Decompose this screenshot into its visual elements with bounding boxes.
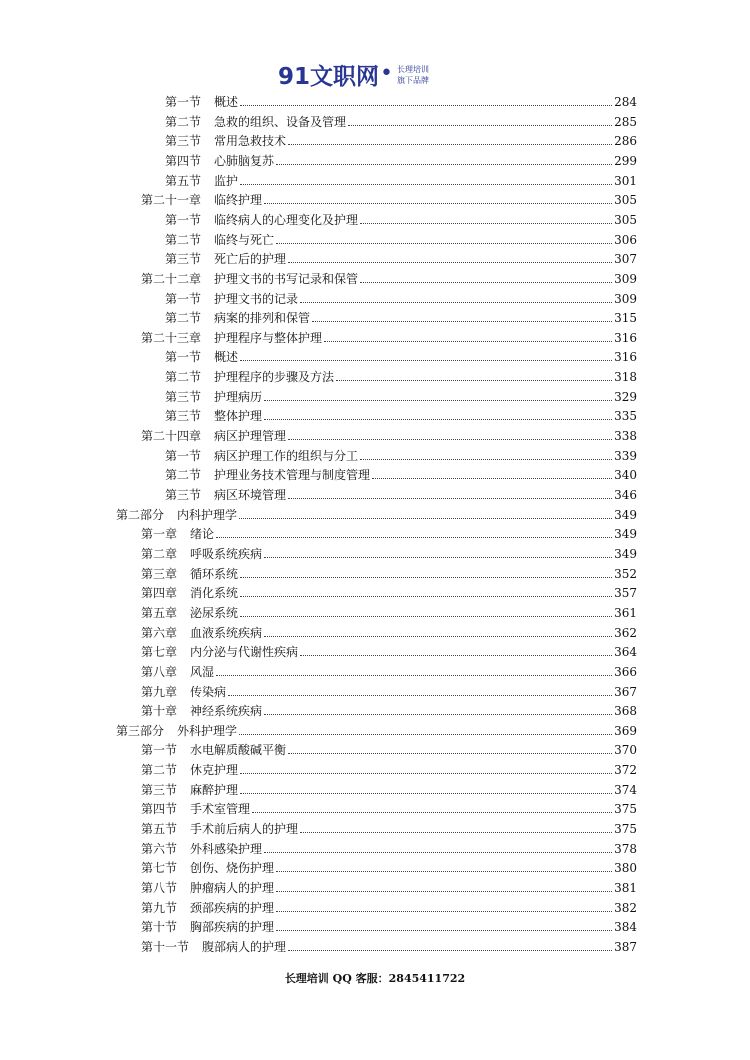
toc-entry-title: 麻醉护理: [190, 782, 239, 797]
toc-entry[interactable]: [141, 603, 637, 623]
toc-entry[interactable]: [165, 446, 637, 466]
toc-entry-number: 第一节: [165, 212, 202, 227]
toc-entry[interactable]: [141, 819, 637, 839]
toc-entry-number: 第六章: [141, 625, 178, 640]
toc-entry-title: 心肺脑复苏: [214, 153, 275, 168]
toc-entry[interactable]: [165, 387, 637, 407]
toc-entry-page: 352: [614, 566, 637, 581]
toc-entry-page: 349: [614, 546, 637, 561]
toc-entry-page: 380: [614, 861, 637, 876]
toc-entry-title: 内分泌与代谢性疾病: [190, 645, 299, 660]
toc-entry-title: 呼吸系统疾病: [190, 546, 263, 561]
toc-leader-dots: [228, 695, 612, 696]
toc-entry-title: 护理病历: [214, 389, 263, 404]
toc-leader-dots: [360, 282, 612, 283]
toc-entry-title: 外科护理学: [177, 723, 238, 738]
toc-entry[interactable]: [165, 112, 637, 132]
toc-entry[interactable]: [165, 249, 637, 269]
toc-entry-page: 285: [614, 114, 637, 129]
toc-entry-number: 第二章: [141, 546, 178, 561]
toc-entry-page: 357: [614, 586, 637, 601]
toc-entry[interactable]: [165, 367, 637, 387]
toc-entry-title: 死亡后的护理: [214, 252, 287, 267]
toc-leader-dots: [240, 577, 612, 578]
toc-entry[interactable]: [165, 230, 637, 250]
toc-leader-dots: [264, 636, 612, 637]
toc-entry-page: 309: [614, 271, 637, 286]
toc-entry-page: 374: [614, 782, 637, 797]
toc-entry-title: 概述: [214, 95, 239, 109]
toc-entry-number: 第二十一章: [141, 193, 202, 208]
toc-entry-page: 370: [614, 743, 637, 758]
toc-entry-title: 护理业务技术管理与制度管理: [214, 468, 371, 483]
toc-entry[interactable]: [165, 465, 637, 485]
toc-entry[interactable]: [141, 898, 637, 918]
toc-entry-number: 第八章: [141, 664, 178, 679]
toc-leader-dots: [372, 478, 612, 479]
toc-entry-title: 胸部疾病的护理: [190, 920, 275, 935]
toc-entry-number: 第三章: [141, 566, 178, 581]
toc-leader-dots: [239, 734, 612, 735]
toc-entry[interactable]: [165, 485, 637, 505]
toc-leader-dots: [276, 911, 612, 912]
toc-entry-title: 护理文书的书写记录和保管: [214, 271, 359, 286]
toc-entry-number: 第二十二章: [141, 271, 202, 286]
toc-entry[interactable]: [141, 564, 637, 584]
toc-entry-title: 风湿: [190, 664, 215, 679]
toc-entry-number: 第十节: [141, 920, 178, 935]
toc-entry-number: 第三节: [165, 409, 202, 424]
toc-entry-number: 第七节: [141, 861, 178, 876]
toc-entry[interactable]: [141, 760, 637, 780]
toc-entry[interactable]: [116, 505, 637, 525]
toc-leader-dots: [240, 793, 612, 794]
toc-entry-number: 第二节: [165, 232, 202, 247]
toc-leader-dots: [216, 537, 612, 538]
toc-entry-number: 第四节: [165, 153, 202, 168]
toc-entry[interactable]: [141, 937, 637, 957]
logo-text: 91文职网: [278, 64, 380, 90]
toc-entry-page: 318: [614, 370, 637, 385]
toc-entry[interactable]: [141, 269, 637, 289]
toc-entry-title: 手术室管理: [190, 802, 251, 817]
toc-leader-dots: [288, 439, 612, 440]
toc-entry[interactable]: [141, 426, 637, 446]
toc-entry-number: 第五节: [165, 173, 202, 188]
toc-entry-page: 335: [614, 409, 637, 424]
toc-entry-page: 366: [614, 664, 637, 679]
toc-entry-page: 309: [614, 291, 637, 306]
logo-tagline-line2: 旗下品牌: [397, 75, 429, 85]
toc-entry-title: 急救的组织、设备及管理: [214, 114, 347, 129]
toc-entry[interactable]: [141, 328, 637, 348]
toc-entry[interactable]: [165, 289, 637, 309]
toc-leader-dots: [264, 400, 612, 401]
toc-leader-dots: [324, 341, 612, 342]
toc-entry-page: 381: [614, 881, 637, 895]
toc-entry-number: 第二部分: [116, 507, 165, 522]
toc-entry-number: 第一节: [165, 291, 202, 306]
toc-leader-dots: [264, 557, 612, 558]
toc-entry-number: 第三节: [165, 252, 202, 267]
toc-entry-page: 316: [614, 330, 637, 345]
toc-entry[interactable]: [141, 544, 637, 564]
toc-entry-title: 泌尿系统: [190, 605, 239, 620]
toc-leader-dots: [276, 243, 612, 244]
toc-entry[interactable]: [165, 308, 637, 328]
site-logo: [278, 58, 429, 91]
toc-entry-page: 375: [614, 802, 637, 817]
toc-entry[interactable]: [141, 917, 637, 937]
toc-leader-dots: [276, 871, 612, 872]
toc-entry-number: 第五节: [141, 822, 178, 837]
toc-leader-dots: [360, 223, 612, 224]
toc-entry-page: 284: [614, 95, 637, 109]
toc-entry-number: 第六节: [141, 841, 178, 856]
toc-leader-dots: [240, 616, 612, 617]
toc-entry-title: 外科感染护理: [190, 841, 263, 856]
toc-leader-dots: [288, 950, 612, 951]
toc-leader-dots: [288, 498, 612, 499]
toc-entry-title: 创伤、烧伤护理: [190, 861, 275, 876]
toc-entry-number: 第三部分: [116, 723, 165, 738]
toc-entry-number: 第二节: [165, 114, 202, 129]
toc-entry-title: 神经系统疾病: [190, 704, 263, 719]
toc-leader-dots: [300, 302, 612, 303]
toc-entry[interactable]: [141, 642, 637, 662]
toc-leader-dots: [216, 675, 612, 676]
toc-entry[interactable]: [141, 583, 637, 603]
toc-entry[interactable]: [165, 406, 637, 426]
toc-entry-title: 监护: [214, 173, 239, 188]
toc-entry[interactable]: [141, 839, 637, 859]
toc-entry-page: 378: [614, 841, 637, 856]
toc-leader-dots: [264, 714, 612, 715]
toc-leader-dots: [288, 144, 612, 145]
toc-entry-page: 372: [614, 763, 637, 778]
toc-entry-page: 301: [614, 173, 637, 188]
logo-tagline: [397, 64, 429, 86]
toc-leader-dots: [300, 832, 612, 833]
toc-entry-number: 第九节: [141, 900, 178, 915]
logo-tagline-line1: 长理培训: [397, 64, 429, 74]
toc-entry-title: 休克护理: [190, 763, 239, 778]
toc-entry-number: 第三节: [165, 488, 202, 502]
toc-entry-page: 367: [614, 684, 637, 699]
toc-entry-number: 第三节: [141, 782, 178, 797]
toc-entry-page: 329: [614, 389, 637, 404]
toc-entry-page: 338: [614, 429, 637, 444]
toc-entry-number: 第十章: [141, 704, 178, 719]
toc-entry[interactable]: [141, 623, 637, 643]
toc-entry-page: 368: [614, 704, 637, 719]
toc-entry-page: 315: [614, 311, 637, 326]
toc-entry[interactable]: [141, 799, 637, 819]
toc-leader-dots: [240, 105, 612, 106]
toc-entry-page: 387: [614, 939, 637, 954]
toc-entry-title: 腹部病人的护理: [202, 939, 287, 954]
toc-entry[interactable]: [141, 780, 637, 800]
toc-entry-page: 340: [614, 468, 637, 483]
toc-leader-dots: [276, 930, 612, 931]
toc-leader-dots: [240, 596, 612, 597]
toc-entry-page: 362: [614, 625, 637, 640]
toc-entry[interactable]: [165, 131, 637, 151]
toc-leader-dots: [240, 184, 612, 185]
toc-entry-number: 第二节: [165, 311, 202, 326]
toc-entry-page: 305: [614, 212, 637, 227]
toc-entry-title: 颈部疾病的护理: [190, 900, 275, 915]
toc-entry[interactable]: [165, 347, 637, 367]
toc-leader-dots: [264, 203, 612, 204]
toc-entry-page: 349: [614, 507, 637, 522]
toc-entry-page: 375: [614, 822, 637, 837]
toc-entry[interactable]: [165, 210, 637, 230]
toc-entry[interactable]: [165, 151, 637, 171]
toc-entry-number: 第一节: [165, 95, 202, 109]
toc-leader-dots: [240, 773, 612, 774]
toc-entry-number: 第三节: [165, 134, 202, 149]
toc-entry-number: 第五章: [141, 605, 178, 620]
toc-entry-number: 第二十四章: [141, 429, 202, 444]
toc-entry-page: 339: [614, 448, 637, 463]
logo-dot-icon: •: [380, 61, 393, 86]
toc-entry-number: 第八节: [141, 881, 178, 895]
toc-entry-number: 第二十三章: [141, 330, 202, 345]
toc-entry-title: 血液系统疾病: [190, 625, 263, 640]
toc-entry-title: 病区护理工作的组织与分工: [214, 448, 359, 463]
toc-entry[interactable]: [141, 682, 637, 702]
toc-entry-number: 第一章: [141, 527, 178, 542]
toc-entry-title: 病案的排列和保管: [214, 311, 311, 326]
toc-entry[interactable]: [141, 190, 637, 210]
toc-entry-title: 护理文书的记录: [214, 291, 299, 306]
toc-entry-page: 346: [614, 488, 637, 502]
toc-leader-dots: [276, 891, 612, 892]
toc-entry-number: 第二节: [141, 763, 178, 778]
toc-entry-page: 306: [614, 232, 637, 247]
toc-entry-title: 护理程序与整体护理: [214, 330, 323, 345]
toc-entry-title: 临终与死亡: [214, 232, 275, 247]
toc-leader-dots: [360, 459, 612, 460]
toc-entry[interactable]: [141, 878, 637, 898]
toc-entry-page: 364: [614, 645, 637, 660]
toc-entry-number: 第十一节: [141, 939, 190, 954]
toc-entry-page: 305: [614, 193, 637, 208]
toc-entry-title: 概述: [214, 350, 239, 365]
toc-entry-title: 病区护理管理: [214, 429, 287, 444]
toc-entry[interactable]: [165, 92, 637, 112]
toc-entry-title: 循环系统: [190, 566, 239, 581]
toc-entry[interactable]: [141, 524, 637, 544]
toc-leader-dots: [264, 419, 612, 420]
toc-entry-title: 临终护理: [214, 193, 263, 208]
toc-entry-number: 第一节: [165, 448, 202, 463]
toc-entry-title: 绪论: [190, 527, 215, 542]
toc-entry-number: 第四章: [141, 586, 178, 601]
toc-leader-dots: [252, 812, 612, 813]
toc-entry-page: 316: [614, 350, 637, 365]
toc-entry-page: 286: [614, 134, 637, 149]
toc-leader-dots: [348, 125, 612, 126]
toc-entry-page: 361: [614, 605, 637, 620]
toc-leader-dots: [336, 380, 612, 381]
toc-entry[interactable]: [141, 662, 637, 682]
toc-entry-title: 临终病人的心理变化及护理: [214, 212, 359, 227]
toc-entry-title: 肿瘤病人的护理: [190, 881, 275, 895]
toc-entry-title: 常用急救技术: [214, 134, 287, 149]
toc-leader-dots: [288, 753, 612, 754]
toc-entry-page: 382: [614, 900, 637, 915]
toc-entry-number: 第九章: [141, 684, 178, 699]
toc-entry-number: 第一节: [141, 743, 178, 758]
toc-leader-dots: [300, 655, 612, 656]
toc-entry-page: 307: [614, 252, 637, 267]
toc-entry[interactable]: [141, 858, 637, 878]
toc-entry-number: 第二节: [165, 370, 202, 385]
toc-entry-title: 手术前后病人的护理: [190, 822, 299, 837]
toc-entry-number: 第一节: [165, 350, 202, 365]
toc-entry-title: 消化系统: [190, 586, 239, 601]
toc-entry-page: 299: [614, 153, 637, 168]
toc-entry-page: 384: [614, 920, 637, 935]
toc-entry-number: 第三节: [165, 389, 202, 404]
toc-entry-title: 病区环境管理: [214, 488, 287, 502]
toc-entry-title: 护理程序的步骤及方法: [214, 370, 335, 385]
toc-leader-dots: [288, 262, 612, 263]
toc-entry-title: 传染病: [190, 684, 227, 699]
toc-leader-dots: [312, 321, 612, 322]
toc-entry-number: 第二节: [165, 468, 202, 483]
toc-entry[interactable]: [141, 740, 637, 760]
toc-entry[interactable]: [141, 701, 637, 721]
page-footer: 长理培训 QQ 客服：2845411722: [284, 972, 466, 985]
toc-leader-dots: [239, 518, 612, 519]
toc-leader-dots: [276, 164, 612, 165]
toc-entry-title: 内科护理学: [177, 507, 238, 522]
toc-entry[interactable]: [165, 171, 637, 191]
toc-leader-dots: [264, 852, 612, 853]
toc-leader-dots: [240, 360, 612, 361]
toc-entry-page: 369: [614, 723, 637, 738]
toc-entry[interactable]: [116, 721, 637, 741]
toc-entry-number: 第四节: [141, 802, 178, 817]
toc-entry-number: 第七章: [141, 645, 178, 660]
toc-entry-title: 整体护理: [214, 409, 263, 424]
toc-entry-title: 水电解质酸碱平衡: [190, 743, 287, 758]
toc-entry-page: 349: [614, 527, 637, 542]
